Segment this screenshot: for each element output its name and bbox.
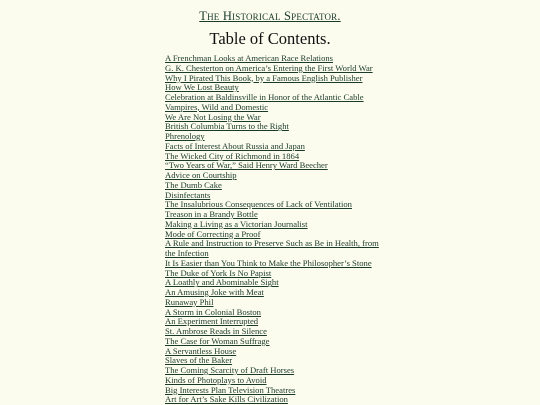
toc-link[interactable]: A Frenchman Looks at American Race Relations bbox=[165, 53, 334, 63]
table-of-contents bbox=[165, 54, 380, 405]
toc-link[interactable]: A Rule and Instruction to Preserve Such as Be in Health, from the Infection bbox=[165, 238, 379, 258]
toc-link[interactable]: Runaway Phil bbox=[165, 296, 214, 307]
toc-link[interactable]: It Is Easier than You Think to Make the Philosopher’s Stone bbox=[165, 257, 372, 268]
list-item bbox=[165, 239, 380, 259]
toc-link[interactable]: Slaves of the Baker bbox=[165, 355, 233, 366]
toc-link[interactable]: The Wicked City of Richmond in 1864 bbox=[165, 150, 300, 161]
toc-link[interactable]: We Are Not Losing the War bbox=[165, 111, 261, 122]
toc-link[interactable]: Kinds of Photoplays to Avoid bbox=[165, 374, 267, 385]
toc-link[interactable]: British Columbia Turns to the Right bbox=[165, 121, 289, 132]
site-title bbox=[0, 9, 540, 24]
toc-link[interactable]: A Servantless House bbox=[165, 345, 237, 356]
site-title-link[interactable]: The Historical Spectator. bbox=[199, 9, 341, 23]
page-title: Table of Contents. bbox=[209, 29, 331, 48]
toc-link[interactable]: Disinfectants bbox=[165, 189, 211, 200]
toc-link[interactable]: G. K. Chesterton on America’s Entering the First World War bbox=[165, 62, 373, 73]
toc-link[interactable]: Phrenology bbox=[165, 131, 205, 141]
toc-link[interactable]: “Two Years of War,” Said Henry Ward Beecher bbox=[165, 160, 328, 171]
toc-link[interactable]: Why I Pirated This Book, by a Famous English Publisher bbox=[165, 72, 363, 83]
toc-link[interactable]: Treason in a Brandy Bottle bbox=[165, 209, 258, 219]
toc-link[interactable]: Facts of Interest About Russia and Japan bbox=[165, 140, 305, 151]
toc-link[interactable]: St. Ambrose Reads in Silence bbox=[165, 326, 267, 336]
toc-link[interactable]: Art for Art’s Sake Kills Civilization bbox=[165, 394, 288, 405]
toc-link[interactable]: A Loathly and Abominable Sight bbox=[165, 277, 279, 288]
toc-link[interactable]: The Coming Scarcity of Draft Horses bbox=[165, 365, 295, 375]
toc-link[interactable]: An Experiment Interrupted bbox=[165, 316, 259, 327]
toc-link[interactable]: Big Interests Plan Television Theatres bbox=[165, 384, 296, 395]
toc-link[interactable]: Advice on Courtship bbox=[165, 170, 237, 180]
toc-link[interactable]: The Insalubrious Consequences of Lack of Ventilation bbox=[165, 199, 352, 210]
toc-link[interactable]: Celebration at Baldinsville in Honor of the Atlantic Cable bbox=[165, 92, 364, 102]
toc-link[interactable]: Making a Living as a Victorian Journalist bbox=[165, 218, 308, 229]
toc-link[interactable]: A Storm in Colonial Boston bbox=[165, 306, 261, 317]
toc-link[interactable]: How We Lost Beauty bbox=[165, 82, 239, 93]
list-item bbox=[165, 395, 380, 405]
toc-link[interactable]: The Dumb Cake bbox=[165, 179, 222, 190]
toc-link[interactable]: Vampires, Wild and Domestic bbox=[165, 101, 269, 112]
toc-link[interactable]: Mode of Correcting a Proof bbox=[165, 228, 261, 239]
toc-link[interactable]: The Duke of York Is No Papist bbox=[165, 267, 272, 278]
toc-link[interactable]: An Amusing Joke with Meat bbox=[165, 287, 264, 297]
toc-link[interactable]: The Case for Woman Suffrage bbox=[165, 335, 270, 346]
